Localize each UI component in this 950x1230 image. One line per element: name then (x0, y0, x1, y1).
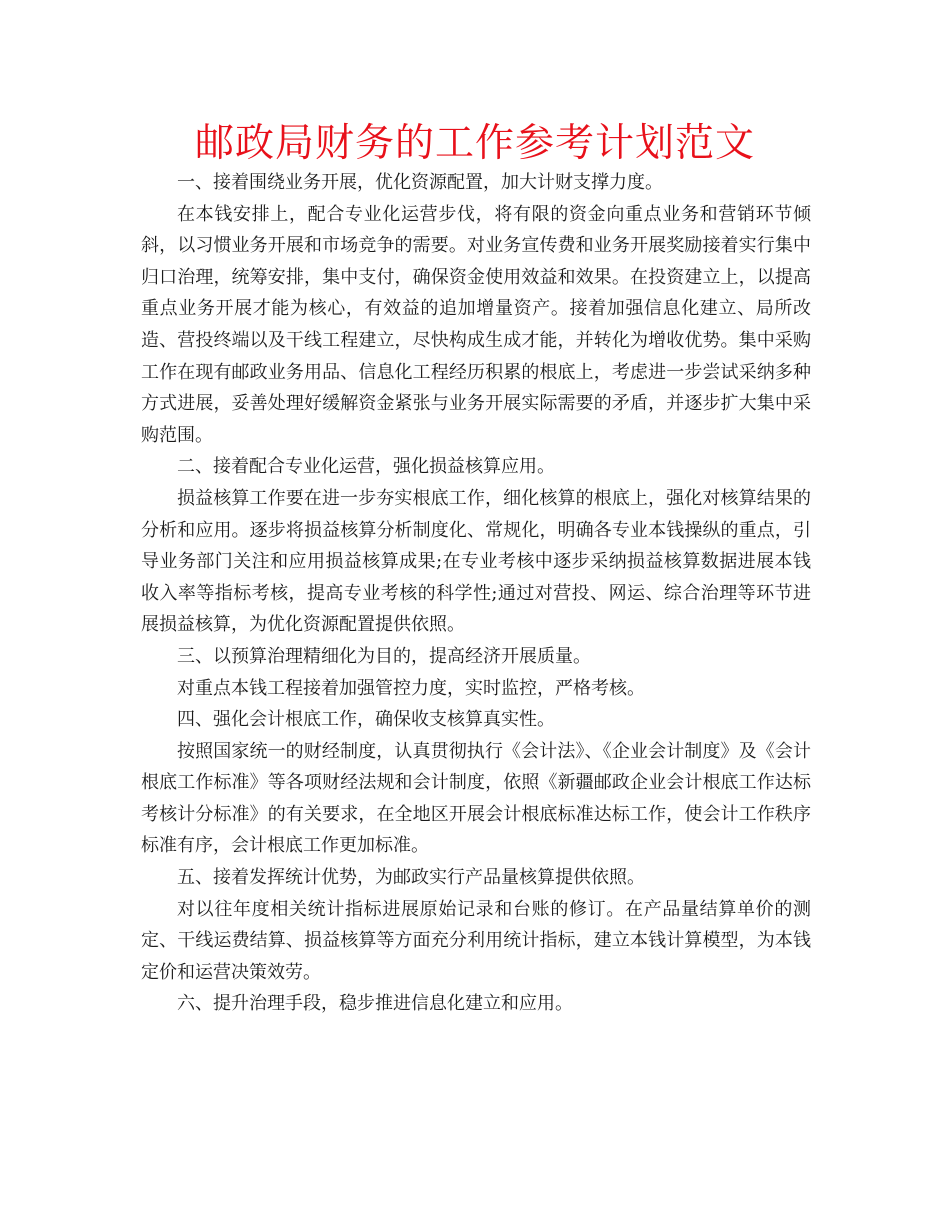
section-heading-3: 三、以预算治理精细化为目的，提高经济开展质量。 (177, 645, 591, 667)
document-title: 邮政局财务的工作参考计划范文 (194, 121, 755, 166)
section-heading-2: 二、接着配合专业化运营，强化损益核算应用。 (177, 456, 555, 478)
paragraph-statistics: 对以往年度相关统计指标进展原始记录和台账的修订。在产品量结算单价的测定、干线运费结算、损益核算等方面充分利用统计指标，建立本钱计算模型，为本钱定价和运营决策效劳。 (141, 898, 811, 983)
paragraph-profit-loss-accounting: 损益核算工作要在进一步夯实根底工作，细化核算的根底上，强化对核算结果的分析和应用。逐步将损益核算分析制度化、常规化，明确各专业本钱操纵的重点，引导业务部门关注和应用损益核算成果;在专业考核中逐步采纳损益核算数据进展本钱收入率等指标考核，提高专业考核的科学性;通过对营投、网运、综合治理等环节进展损益核算，为优化资源配置提供依照。 (141, 487, 811, 636)
section-heading-5: 五、接着发挥统计优势，为邮政实行产品量核算提供依照。 (177, 867, 645, 889)
paragraph-cost-arrangement: 在本钱安排上，配合专业化运营步伐，将有限的资金向重点业务和营销环节倾斜，以习惯业务开展和市场竞争的需要。对业务宣传费和业务开展奖励接着实行集中归口治理，统筹安排，集中支付，确保资金使用效益和效果。在投资建立上，以提高重点业务开展才能为核心，有效益的追加增量资产。接着加强信息化建立、局所改造、营投终端以及干线工程建立，尽快构成生成才能，并转化为增收优势。集中采购工作在现有邮政业务用品、信息化工程经历积累的根底上，考虑进一步尝试采纳多种方式进展，妥善处理好缓解资金紧张与业务开展实际需要的矛盾，并逐步扩大集中采购范围。 (141, 203, 811, 446)
section-heading-6: 六、提升治理手段，稳步推进信息化建立和应用。 (177, 993, 573, 1015)
document-body (141, 167, 811, 1020)
section-heading-4: 四、强化会计根底工作，确保收支核算真实性。 (177, 709, 555, 731)
paragraph-accounting-standards: 按照国家统一的财经制度，认真贯彻执行《会计法》、《企业会计制度》及《会计根底工作标准》等各项财经法规和会计制度，依照《新疆邮政企业会计根底工作达标考核计分标准》的有关要求，在全地区开展会计根底标准达标工作，使会计工作秩序标准有序，会计根底工作更加标准。 (141, 740, 811, 857)
paragraph-cost-control: 对重点本钱工程接着加强管控力度，实时监控，严格考核。 (177, 677, 645, 699)
section-heading-1: 一、接着围绕业务开展，优化资源配置，加大计财支撑力度。 (177, 172, 663, 193)
